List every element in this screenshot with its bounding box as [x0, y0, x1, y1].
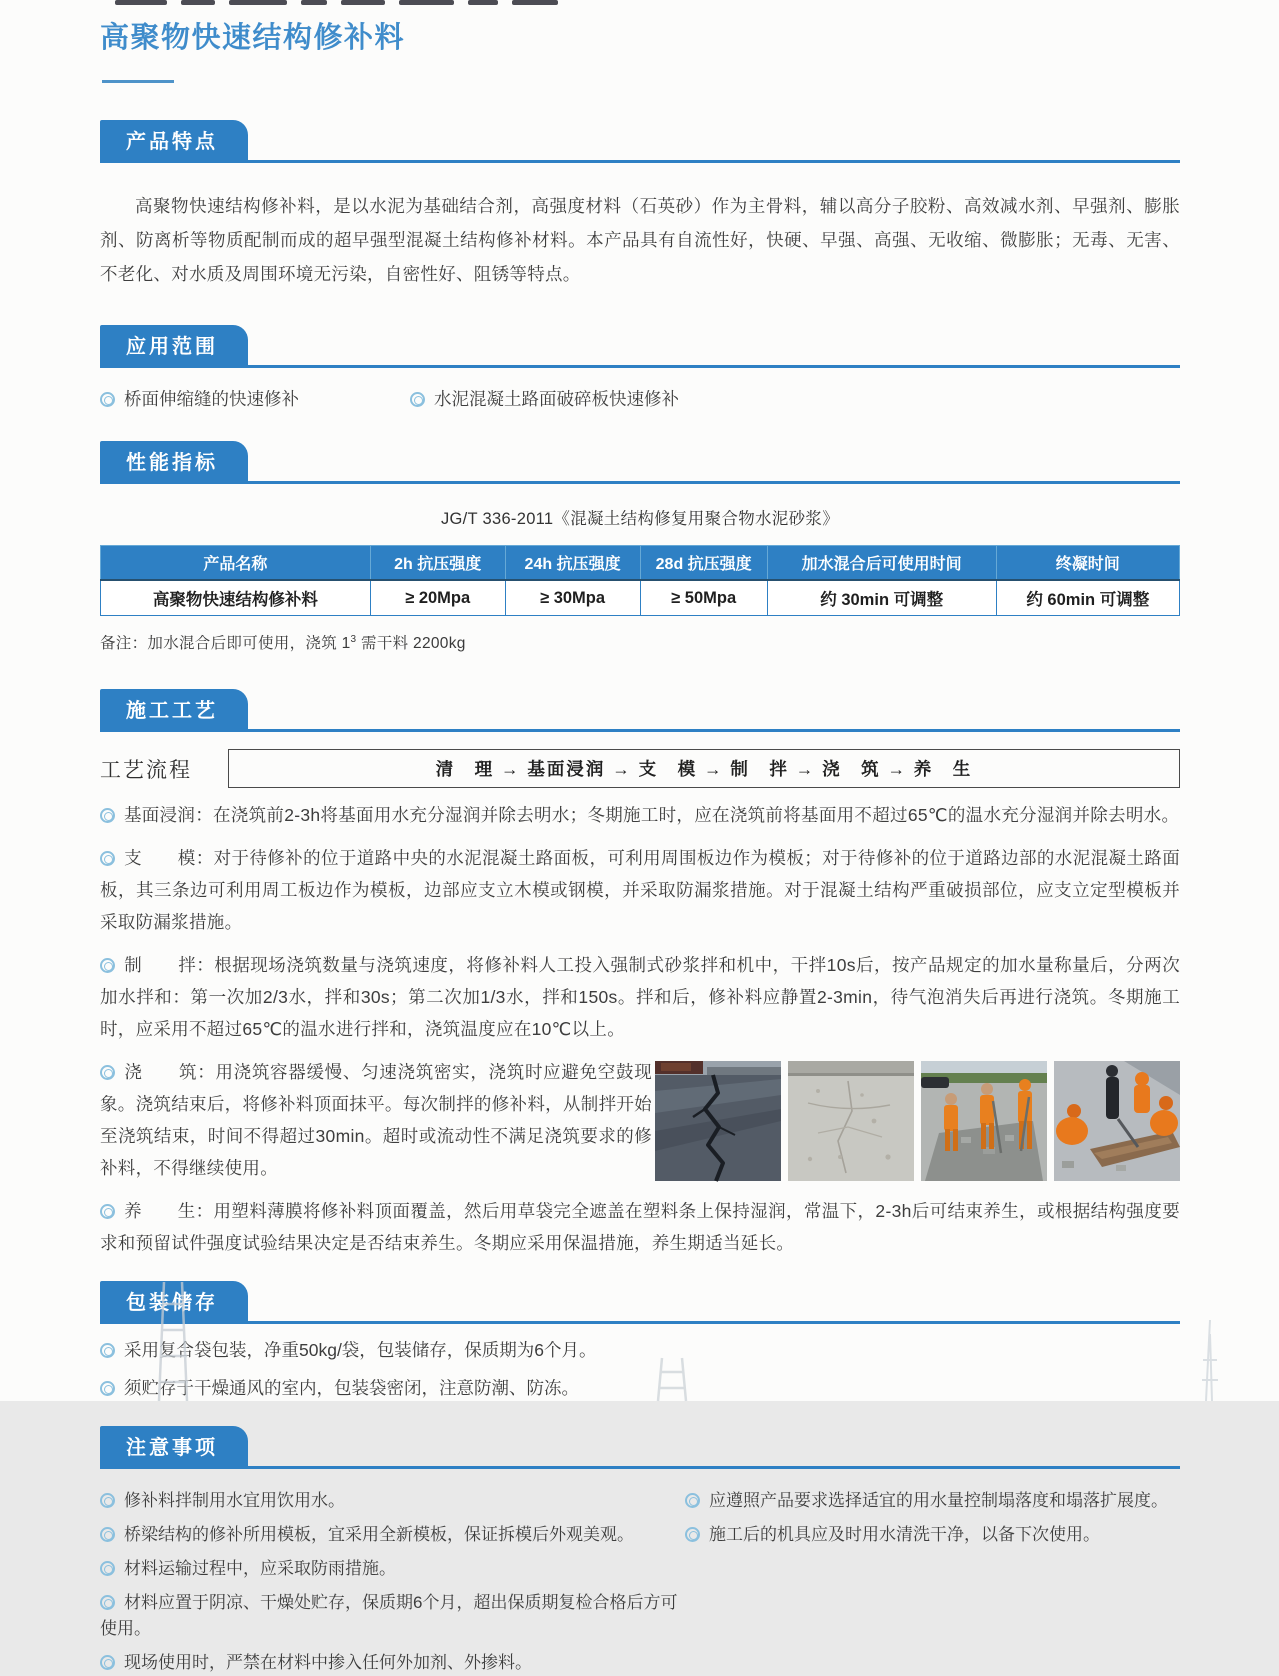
cropped-text-fragment — [115, 0, 558, 6]
application-items — [100, 386, 1180, 411]
double-circle-bullet-icon — [100, 1065, 115, 1080]
note-item — [100, 1590, 685, 1642]
double-circle-bullet-icon — [100, 1343, 115, 1358]
construction-step-casting — [100, 1056, 652, 1184]
table-cell: 约 60min 可调整 — [996, 580, 1179, 616]
section-header-construction — [100, 689, 1180, 732]
step-text: 基面浸润：在浇筑前2-3h将基面用水充分湿润并除去明水；冬期施工时，应在浇筑前将基面用不超过65℃的温水充分湿润并除去明水。 — [124, 805, 1180, 825]
application-item — [410, 386, 679, 411]
note-item-label: 现场使用时，严禁在材料中掺入任何外加剂、外掺料。 — [124, 1653, 532, 1672]
table-header-cell: 2h 抗压强度 — [370, 546, 505, 581]
application-item — [100, 386, 410, 411]
construction-step-curing — [100, 1195, 1180, 1259]
table-header-row — [101, 546, 1180, 581]
packaging-item — [100, 1375, 1180, 1400]
note-item-label: 材料应置于阴凉、干燥处贮存，保质期6个月，超出保质期复检合格后方可使用。 — [100, 1593, 678, 1638]
construction-step-mixing — [100, 949, 1180, 1045]
section-header-packaging — [100, 1281, 1180, 1324]
page-title: 高聚物快速结构修补料 — [100, 22, 406, 54]
note-item — [100, 1556, 685, 1582]
double-circle-bullet-icon — [100, 1527, 115, 1542]
double-circle-bullet-icon — [100, 1595, 115, 1610]
process-flow-box: 清 理 → 基面浸润 → 支 模 → 制 拌 → 浇 筑 → 养 生 — [228, 749, 1180, 788]
step-text: 养 生：用塑料薄膜将修补料顶面覆盖，然后用草袋完全遮盖在塑料条上保持湿润，常温下，2-3h后可结束养生，或根据结构强度要求和预留试件强度试验结果决定是否结束养生。冬期应采用保温措施，养生期适当延长。 — [100, 1201, 1180, 1253]
footnote-text: 备注：加水混合后即可使用，浇筑 1 — [100, 635, 351, 652]
table-cell-product-name: 高聚物快速结构修补料 — [101, 580, 371, 616]
photo-dark-pavement-crack — [655, 1061, 781, 1181]
table-cell: ≥ 20Mpa — [370, 580, 505, 616]
note-item-label: 材料运输过程中，应采取防雨措施。 — [124, 1559, 396, 1578]
site-photo-strip — [655, 1061, 1180, 1181]
table-cell: ≥ 30Mpa — [505, 580, 640, 616]
table-footnote — [100, 631, 1180, 653]
footnote-superscript: 3 — [350, 633, 357, 645]
double-circle-bullet-icon — [685, 1493, 700, 1508]
photo-repair-material-placement — [1054, 1061, 1180, 1181]
note-item-label: 桥梁结构的修补所用模板，宜采用全新模板，保证拆模后外观美观。 — [124, 1525, 634, 1544]
application-item-label: 桥面伸缩缝的快速修补 — [124, 389, 299, 409]
performance-table — [100, 545, 1180, 616]
note-item-label: 修补料拌制用水宜用饮用水。 — [124, 1491, 345, 1510]
double-circle-bullet-icon — [100, 958, 115, 973]
note-item — [685, 1522, 1180, 1548]
step-text: 浇 筑：用浇筑容器缓慢、匀速浇筑密实，浇筑时应避免空鼓现象。浇筑结束后，将修补料顶面抹平。每次制拌的修补料，从制拌开始至浇筑结束，时间不得超过30min。超时或流动性不满足浇筑要求的修补料，不得继续使用。 — [100, 1062, 652, 1178]
title-underline — [102, 80, 174, 83]
watermark-spire — [1188, 1320, 1248, 1401]
note-item — [685, 1488, 1180, 1514]
section-tab-performance: 性能指标 — [100, 441, 248, 481]
table-cell: ≥ 50Mpa — [640, 580, 767, 616]
section-header-features — [100, 120, 1180, 163]
construction-step-formwork — [100, 842, 1180, 938]
packaging-item — [100, 1337, 1180, 1362]
double-circle-bullet-icon — [685, 1527, 700, 1542]
photo-concrete-surface-crack — [788, 1061, 914, 1181]
notes-columns — [100, 1480, 1180, 1676]
double-circle-bullet-icon — [410, 392, 425, 407]
step-text: 支 模：对于待修补的位于道路中央的水泥混凝土路面板，可利用周围板边作为模板；对于待修补的位于道路边部的水泥混凝土路面板，其三条边可利用周工板边作为模板，边部应支立木模或钢模，并采取防漏浆措施。对于混凝土结构严重破损部位，应支立定型模板并采取防漏浆措施。 — [100, 848, 1180, 932]
process-flow-row — [100, 749, 1180, 788]
note-item — [100, 1488, 685, 1514]
section-tab-construction: 施工工艺 — [100, 689, 248, 729]
table-header-cell: 产品名称 — [101, 546, 371, 581]
standard-reference: JG/T 336-2011《混凝土结构修复用聚合物水泥砂浆》 — [440, 510, 840, 528]
footnote-text: 需干料 2200kg — [356, 635, 466, 652]
note-item-label: 应遵照产品要求选择适宜的用水量控制塌落度和塌落扩展度。 — [709, 1491, 1168, 1510]
section-tab-application: 应用范围 — [100, 325, 248, 365]
note-item — [100, 1650, 685, 1676]
double-circle-bullet-icon — [100, 1655, 115, 1670]
note-item-label: 施工后的机具应及时用水清洗干净，以备下次使用。 — [709, 1525, 1100, 1544]
table-header-cell: 24h 抗压强度 — [505, 546, 640, 581]
application-item-label: 水泥混凝土路面破碎板快速修补 — [434, 389, 679, 409]
packaging-item-label: 采用复合袋包装，净重50kg/袋，包装储存，保质期为6个月。 — [124, 1340, 597, 1360]
note-item — [100, 1522, 685, 1548]
double-circle-bullet-icon — [100, 808, 115, 823]
photo-road-repair-crew — [921, 1061, 1047, 1181]
packaging-item-label: 须贮存于干燥通风的室内，包装袋密闭，注意防潮、防冻。 — [124, 1378, 579, 1398]
step-text: 制 拌：根据现场浇筑数量与浇筑速度，将修补料人工投入强制式砂浆拌和机中，干拌10s后，按产品规定的加水量称量后，分两次加水拌和：第一次加2/3水，拌和30s；第二次加1/3水，拌和150s。拌和后，修补料应静置2-3min，待气泡消失后再进行浇筑。冬期施工时，应采用不超过65℃的温水进行拌和，浇筑温度应在10℃以上。 — [100, 955, 1180, 1039]
features-paragraph: 高聚物快速结构修补料，是以水泥为基础结合剂，高强度材料（石英砂）作为主骨料，辅以高分子胶粉、高效减水剂、早强剂、膨胀剂、防离析等物质配制而成的超早强型混凝土结构修补材料。本产品具有自流性好，快硬、早强、高强、无收缩、微膨胀；无毒、无害、不老化、对水质及周围环境无污染，自密性好、阻锈等特点。 — [100, 196, 1180, 284]
double-circle-bullet-icon — [100, 1493, 115, 1508]
double-circle-bullet-icon — [100, 392, 115, 407]
process-flow-label: 工艺流程 — [100, 758, 192, 782]
double-circle-bullet-icon — [100, 851, 115, 866]
table-row — [101, 580, 1180, 616]
table-header-cell: 加水混合后可使用时间 — [767, 546, 996, 581]
double-circle-bullet-icon — [100, 1204, 115, 1219]
table-cell: 约 30min 可调整 — [767, 580, 996, 616]
section-tab-packaging: 包装储存 — [100, 1281, 248, 1321]
construction-step-soaking — [100, 799, 1180, 831]
double-circle-bullet-icon — [100, 1381, 115, 1396]
section-header-application — [100, 325, 1180, 368]
section-header-notes — [100, 1426, 1180, 1469]
casting-and-photos-row — [100, 1045, 1180, 1184]
section-tab-notes: 注意事项 — [100, 1426, 248, 1466]
section-tab-features: 产品特点 — [100, 120, 248, 160]
notes-column-right — [685, 1480, 1180, 1676]
notes-column-left — [100, 1480, 685, 1676]
section-header-performance — [100, 441, 1180, 484]
table-header-cell: 28d 抗压强度 — [640, 546, 767, 581]
double-circle-bullet-icon — [100, 1561, 115, 1576]
table-header-cell: 终凝时间 — [996, 546, 1179, 581]
